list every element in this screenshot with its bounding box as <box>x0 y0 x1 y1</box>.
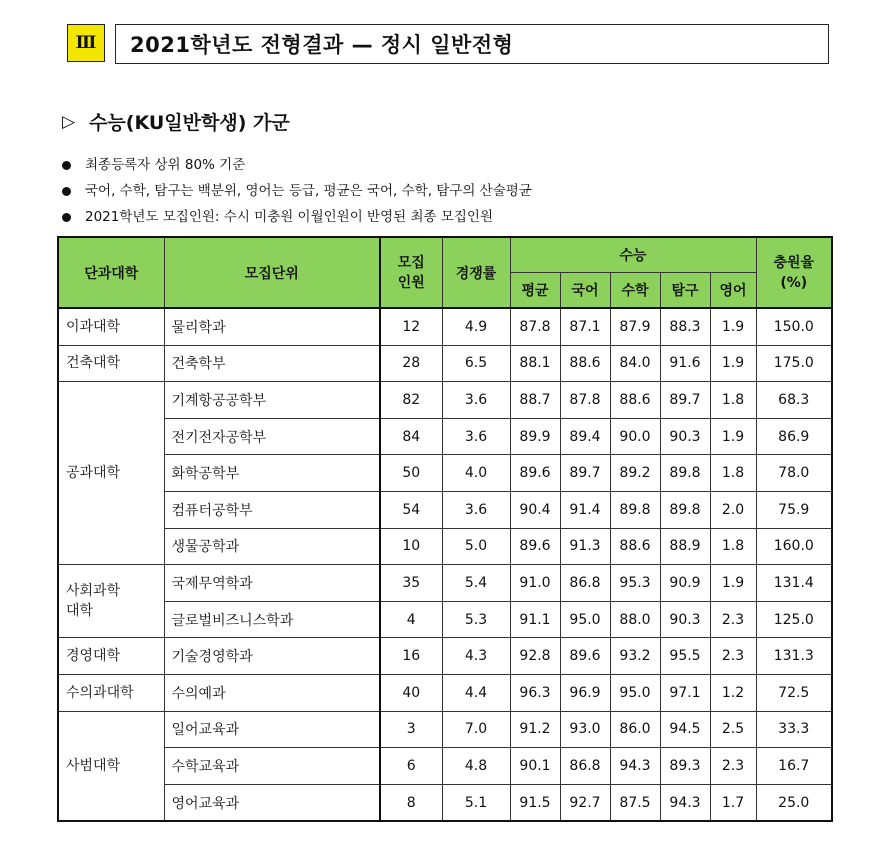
avg-cell: 89.6 <box>510 455 560 492</box>
math-cell: 88.6 <box>610 528 660 565</box>
results-body <box>58 308 832 821</box>
table-row <box>58 748 832 785</box>
unit-cell: 영어교육과 <box>164 784 380 821</box>
ratio-cell: 5.3 <box>442 601 510 638</box>
quota-cell: 82 <box>380 382 442 419</box>
table-row <box>58 565 832 602</box>
korean-cell: 92.7 <box>560 784 610 821</box>
table-row <box>58 711 832 748</box>
notes-list <box>62 152 532 230</box>
korean-cell: 89.7 <box>560 455 610 492</box>
header-college: 단과대학 <box>58 237 164 308</box>
table-row <box>58 638 832 675</box>
english-cell: 1.7 <box>710 784 756 821</box>
college-cell: 경영대학 <box>58 638 164 675</box>
note-text: 2021학년도 모집인원: 수시 미충원 이월인원이 반영된 최종 모집인원 <box>85 209 494 225</box>
bullet-icon <box>62 213 71 222</box>
quota-cell: 84 <box>380 418 442 455</box>
unit-cell: 기술경영학과 <box>164 638 380 675</box>
table-row <box>58 528 832 565</box>
english-cell: 1.9 <box>710 418 756 455</box>
fill-cell: 72.5 <box>756 674 832 711</box>
college-cell: 사회과학 대학 <box>58 565 164 638</box>
unit-cell: 기계항공공학부 <box>164 382 380 419</box>
header-avg: 평균 <box>510 273 560 309</box>
ratio-cell: 5.0 <box>442 528 510 565</box>
quota-cell: 3 <box>380 711 442 748</box>
quota-cell: 40 <box>380 674 442 711</box>
korean-cell: 91.4 <box>560 491 610 528</box>
avg-cell: 89.9 <box>510 418 560 455</box>
korean-cell: 86.8 <box>560 565 610 602</box>
header-ratio: 경쟁률 <box>442 237 510 308</box>
unit-cell: 컴퓨터공학부 <box>164 491 380 528</box>
college-cell: 공과대학 <box>58 382 164 565</box>
english-cell: 2.3 <box>710 638 756 675</box>
english-cell: 2.3 <box>710 748 756 785</box>
table-row <box>58 418 832 455</box>
inquiry-cell: 91.6 <box>660 345 710 382</box>
ratio-cell: 6.5 <box>442 345 510 382</box>
fill-cell: 75.9 <box>756 491 832 528</box>
avg-cell: 96.3 <box>510 674 560 711</box>
section-title: 수능(KU일반학생) 가군 <box>89 112 290 134</box>
table-row <box>58 308 832 345</box>
avg-cell: 88.1 <box>510 345 560 382</box>
math-cell: 90.0 <box>610 418 660 455</box>
fill-cell: 160.0 <box>756 528 832 565</box>
korean-cell: 91.3 <box>560 528 610 565</box>
math-cell: 89.2 <box>610 455 660 492</box>
header-korean: 국어 <box>560 273 610 309</box>
quota-cell: 50 <box>380 455 442 492</box>
triangle-marker-icon: ▷ <box>62 111 76 132</box>
math-cell: 95.3 <box>610 565 660 602</box>
fill-cell: 131.3 <box>756 638 832 675</box>
page-header <box>67 24 829 64</box>
header-unit: 모집단위 <box>164 237 380 308</box>
korean-cell: 88.6 <box>560 345 610 382</box>
avg-cell: 90.4 <box>510 491 560 528</box>
korean-cell: 93.0 <box>560 711 610 748</box>
english-cell: 1.8 <box>710 528 756 565</box>
quota-cell: 12 <box>380 308 442 345</box>
avg-cell: 91.2 <box>510 711 560 748</box>
korean-cell: 95.0 <box>560 601 610 638</box>
math-cell: 94.3 <box>610 748 660 785</box>
table-row <box>58 784 832 821</box>
header-english: 영어 <box>710 273 756 309</box>
table-row <box>58 382 832 419</box>
unit-cell: 화학공학부 <box>164 455 380 492</box>
quota-cell: 28 <box>380 345 442 382</box>
math-cell: 87.5 <box>610 784 660 821</box>
ratio-cell: 4.4 <box>442 674 510 711</box>
math-cell: 88.0 <box>610 601 660 638</box>
inquiry-cell: 89.8 <box>660 455 710 492</box>
table-row <box>58 455 832 492</box>
math-cell: 87.9 <box>610 308 660 345</box>
korean-cell: 89.6 <box>560 638 610 675</box>
english-cell: 1.8 <box>710 382 756 419</box>
page-title: 2021학년도 전형결과 — 정시 일반전형 <box>115 24 829 64</box>
math-cell: 86.0 <box>610 711 660 748</box>
table-row <box>58 674 832 711</box>
fill-cell: 33.3 <box>756 711 832 748</box>
unit-cell: 일어교육과 <box>164 711 380 748</box>
ratio-cell: 4.9 <box>442 308 510 345</box>
inquiry-cell: 94.3 <box>660 784 710 821</box>
korean-cell: 96.9 <box>560 674 610 711</box>
quota-cell: 35 <box>380 565 442 602</box>
bullet-icon <box>62 187 71 196</box>
korean-cell: 87.8 <box>560 382 610 419</box>
ratio-cell: 3.6 <box>442 382 510 419</box>
unit-cell: 건축학부 <box>164 345 380 382</box>
english-cell: 1.8 <box>710 455 756 492</box>
math-cell: 95.0 <box>610 674 660 711</box>
note-item <box>62 152 532 178</box>
table-row <box>58 345 832 382</box>
header-math: 수학 <box>610 273 660 309</box>
english-cell: 1.9 <box>710 308 756 345</box>
results-table <box>57 236 833 822</box>
unit-cell: 글로벌비즈니스학과 <box>164 601 380 638</box>
note-item <box>62 178 532 204</box>
fill-cell: 25.0 <box>756 784 832 821</box>
english-cell: 1.2 <box>710 674 756 711</box>
header-quota: 모집 인원 <box>380 237 442 308</box>
math-cell: 93.2 <box>610 638 660 675</box>
ratio-cell: 3.6 <box>442 491 510 528</box>
inquiry-cell: 89.3 <box>660 748 710 785</box>
korean-cell: 87.1 <box>560 308 610 345</box>
math-cell: 89.8 <box>610 491 660 528</box>
unit-cell: 물리학과 <box>164 308 380 345</box>
ratio-cell: 5.1 <box>442 784 510 821</box>
bullet-icon <box>62 161 71 170</box>
unit-cell: 국제무역학과 <box>164 565 380 602</box>
header-inquiry: 탐구 <box>660 273 710 309</box>
college-cell: 이과대학 <box>58 308 164 345</box>
korean-cell: 86.8 <box>560 748 610 785</box>
college-cell: 수의과대학 <box>58 674 164 711</box>
inquiry-cell: 89.7 <box>660 382 710 419</box>
unit-cell: 수학교육과 <box>164 748 380 785</box>
fill-cell: 78.0 <box>756 455 832 492</box>
inquiry-cell: 90.3 <box>660 601 710 638</box>
quota-cell: 10 <box>380 528 442 565</box>
unit-cell: 생물공학과 <box>164 528 380 565</box>
inquiry-cell: 88.3 <box>660 308 710 345</box>
inquiry-cell: 88.9 <box>660 528 710 565</box>
avg-cell: 91.5 <box>510 784 560 821</box>
inquiry-cell: 95.5 <box>660 638 710 675</box>
fill-cell: 125.0 <box>756 601 832 638</box>
inquiry-cell: 94.5 <box>660 711 710 748</box>
inquiry-cell: 90.3 <box>660 418 710 455</box>
inquiry-cell: 89.8 <box>660 491 710 528</box>
quota-cell: 8 <box>380 784 442 821</box>
english-cell: 2.5 <box>710 711 756 748</box>
avg-cell: 91.1 <box>510 601 560 638</box>
unit-cell: 전기전자공학부 <box>164 418 380 455</box>
fill-cell: 16.7 <box>756 748 832 785</box>
quota-cell: 6 <box>380 748 442 785</box>
ratio-cell: 4.8 <box>442 748 510 785</box>
avg-cell: 90.1 <box>510 748 560 785</box>
fill-cell: 68.3 <box>756 382 832 419</box>
english-cell: 1.9 <box>710 565 756 602</box>
korean-cell: 89.4 <box>560 418 610 455</box>
ratio-cell: 7.0 <box>442 711 510 748</box>
fill-cell: 86.9 <box>756 418 832 455</box>
fill-cell: 150.0 <box>756 308 832 345</box>
avg-cell: 92.8 <box>510 638 560 675</box>
note-text: 국어, 수학, 탐구는 백분위, 영어는 등급, 평균은 국어, 수학, 탐구의 산술평균 <box>85 183 532 199</box>
table-row <box>58 491 832 528</box>
english-cell: 1.9 <box>710 345 756 382</box>
avg-cell: 91.0 <box>510 565 560 602</box>
college-cell: 사범대학 <box>58 711 164 821</box>
roman-numeral-badge: Ⅲ <box>67 24 105 62</box>
english-cell: 2.0 <box>710 491 756 528</box>
unit-cell: 수의예과 <box>164 674 380 711</box>
ratio-cell: 5.4 <box>442 565 510 602</box>
note-item <box>62 204 532 230</box>
avg-cell: 89.6 <box>510 528 560 565</box>
ratio-cell: 4.3 <box>442 638 510 675</box>
quota-cell: 54 <box>380 491 442 528</box>
ratio-cell: 3.6 <box>442 418 510 455</box>
table-row <box>58 601 832 638</box>
avg-cell: 88.7 <box>510 382 560 419</box>
inquiry-cell: 90.9 <box>660 565 710 602</box>
header-suneung: 수능 <box>510 237 756 273</box>
inquiry-cell: 97.1 <box>660 674 710 711</box>
quota-cell: 4 <box>380 601 442 638</box>
fill-cell: 131.4 <box>756 565 832 602</box>
header-fill-rate: 충원율 (%) <box>756 237 832 308</box>
fill-cell: 175.0 <box>756 345 832 382</box>
math-cell: 84.0 <box>610 345 660 382</box>
quota-cell: 16 <box>380 638 442 675</box>
section-heading <box>62 108 290 135</box>
math-cell: 88.6 <box>610 382 660 419</box>
note-text: 최종등록자 상위 80% 기준 <box>85 157 246 173</box>
ratio-cell: 4.0 <box>442 455 510 492</box>
college-cell: 건축대학 <box>58 345 164 382</box>
avg-cell: 87.8 <box>510 308 560 345</box>
english-cell: 2.3 <box>710 601 756 638</box>
